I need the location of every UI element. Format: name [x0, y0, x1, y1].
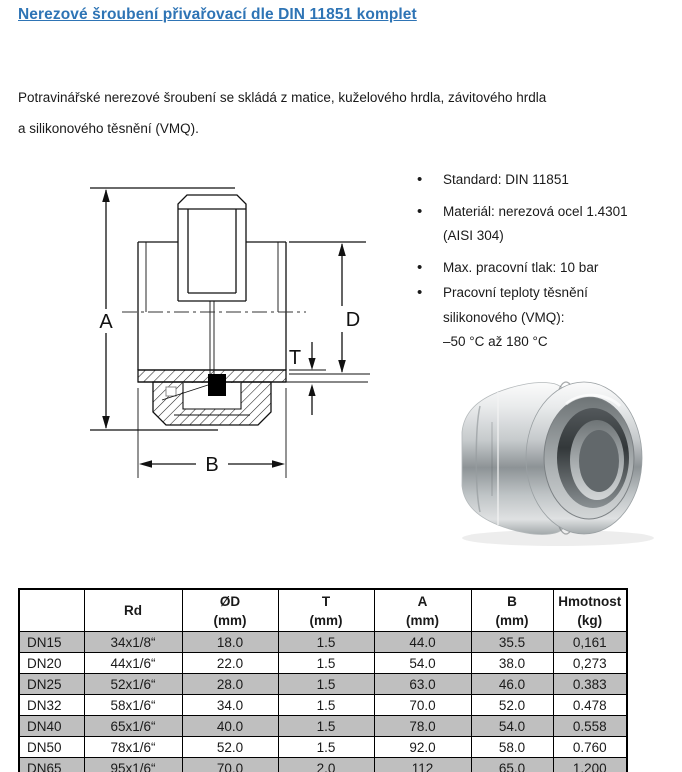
spec-text: silikonového (VMQ):	[443, 309, 565, 325]
table-cell: 54.0	[374, 653, 471, 674]
bullet-icon: •	[417, 171, 423, 188]
table-cell: 52.0	[471, 695, 553, 716]
bullet-icon: •	[417, 284, 423, 301]
table-cell: 0.383	[553, 674, 627, 695]
table-cell: 34x1/8“	[84, 632, 182, 653]
intro-line-2: a silikonového těsnění (VMQ).	[18, 121, 199, 136]
header-cell: Rd	[84, 589, 182, 632]
list-item	[417, 256, 679, 281]
table-cell: 0.558	[553, 716, 627, 737]
table-cell: 95x1/6“	[84, 758, 182, 772]
table-row	[19, 758, 627, 772]
table-cell: 0.478	[553, 695, 627, 716]
technical-drawing	[70, 168, 405, 493]
table-cell: 54.0	[471, 716, 553, 737]
bullet-icon: •	[417, 258, 423, 276]
spec-text: (AISI 304)	[443, 228, 504, 243]
table-cell: 46.0	[471, 674, 553, 695]
table-cell: DN50	[19, 737, 84, 758]
list-item	[417, 281, 679, 355]
dimension-table	[18, 588, 628, 772]
table-cell: 63.0	[374, 674, 471, 695]
table-row	[19, 737, 627, 758]
spec-text: –50 °C až 180 °C	[443, 334, 548, 349]
header-cell: B (mm)	[471, 589, 553, 632]
table-row	[19, 674, 627, 695]
header-cell: A (mm)	[374, 589, 471, 632]
table-cell: 52x1/6“	[84, 674, 182, 695]
dim-label-d: D	[345, 309, 361, 331]
table-cell: 0,273	[553, 653, 627, 674]
table-cell: 40.0	[182, 716, 278, 737]
header-cell: ØD (mm)	[182, 589, 278, 632]
table-cell: 44.0	[374, 632, 471, 653]
header-cell	[19, 589, 84, 632]
table-cell: 70.0	[182, 758, 278, 772]
page-title: Nerezové šroubení přivařovací dle DIN 11851 komplet	[18, 6, 417, 23]
table-cell: 78x1/6“	[84, 737, 182, 758]
bullet-icon: •	[417, 202, 423, 220]
table-cell: 58x1/6“	[84, 695, 182, 716]
table-cell: 65.0	[471, 758, 553, 772]
table-cell: DN40	[19, 716, 84, 737]
table-row	[19, 695, 627, 716]
table-cell: 18.0	[182, 632, 278, 653]
table-row	[19, 632, 627, 653]
table-cell: DN20	[19, 653, 84, 674]
table-cell: 1.5	[278, 716, 374, 737]
dim-label-b: B	[205, 454, 219, 476]
spec-text: Pracovní teploty těsnění	[443, 285, 588, 300]
table-cell: 1.5	[278, 674, 374, 695]
table-cell: 70.0	[374, 695, 471, 716]
table-cell: 22.0	[182, 653, 278, 674]
table-cell: 34.0	[182, 695, 278, 716]
table-cell: DN15	[19, 632, 84, 653]
table-cell: 1.5	[278, 737, 374, 758]
dim-label-t: T	[288, 347, 302, 369]
product-photo	[448, 366, 663, 551]
table-cell: 0,161	[553, 632, 627, 653]
table-cell: 65x1/6“	[84, 716, 182, 737]
header-cell: Hmotnost (kg)	[553, 589, 627, 632]
table-row	[19, 653, 627, 674]
table-cell: 112	[374, 758, 471, 772]
header-cell: T (mm)	[278, 589, 374, 632]
intro-line-1: Potravinářské nerezové šroubení se skládá z matice, kuželového hrdla, závitového hrdla	[18, 90, 547, 105]
spec-text: Materiál: nerezová ocel 1.4301	[443, 203, 628, 219]
list-item	[417, 200, 679, 249]
table-cell: 1.5	[278, 632, 374, 653]
table-cell: DN65	[19, 758, 84, 772]
table-cell: 92.0	[374, 737, 471, 758]
spec-text: Standard: DIN 11851	[443, 172, 569, 187]
table-cell: 58.0	[471, 737, 553, 758]
intro-paragraph	[18, 82, 674, 144]
table-cell: DN25	[19, 674, 84, 695]
table-cell: 1.5	[278, 653, 374, 674]
table-cell: 44x1/6“	[84, 653, 182, 674]
table-cell: DN32	[19, 695, 84, 716]
table-cell: 0.760	[553, 737, 627, 758]
table-cell: 1.200	[553, 758, 627, 772]
table-header-row	[19, 589, 627, 632]
table-cell: 35.5	[471, 632, 553, 653]
table-cell: 28.0	[182, 674, 278, 695]
table-cell: 1.5	[278, 695, 374, 716]
table-cell: 52.0	[182, 737, 278, 758]
table-row	[19, 716, 627, 737]
table-cell: 78.0	[374, 716, 471, 737]
spec-list	[417, 168, 679, 362]
list-item	[417, 168, 679, 193]
dim-label-a: A	[99, 311, 113, 333]
table-cell: 38.0	[471, 653, 553, 674]
table-cell: 2.0	[278, 758, 374, 772]
spec-text: Max. pracovní tlak: 10 bar	[443, 259, 599, 275]
